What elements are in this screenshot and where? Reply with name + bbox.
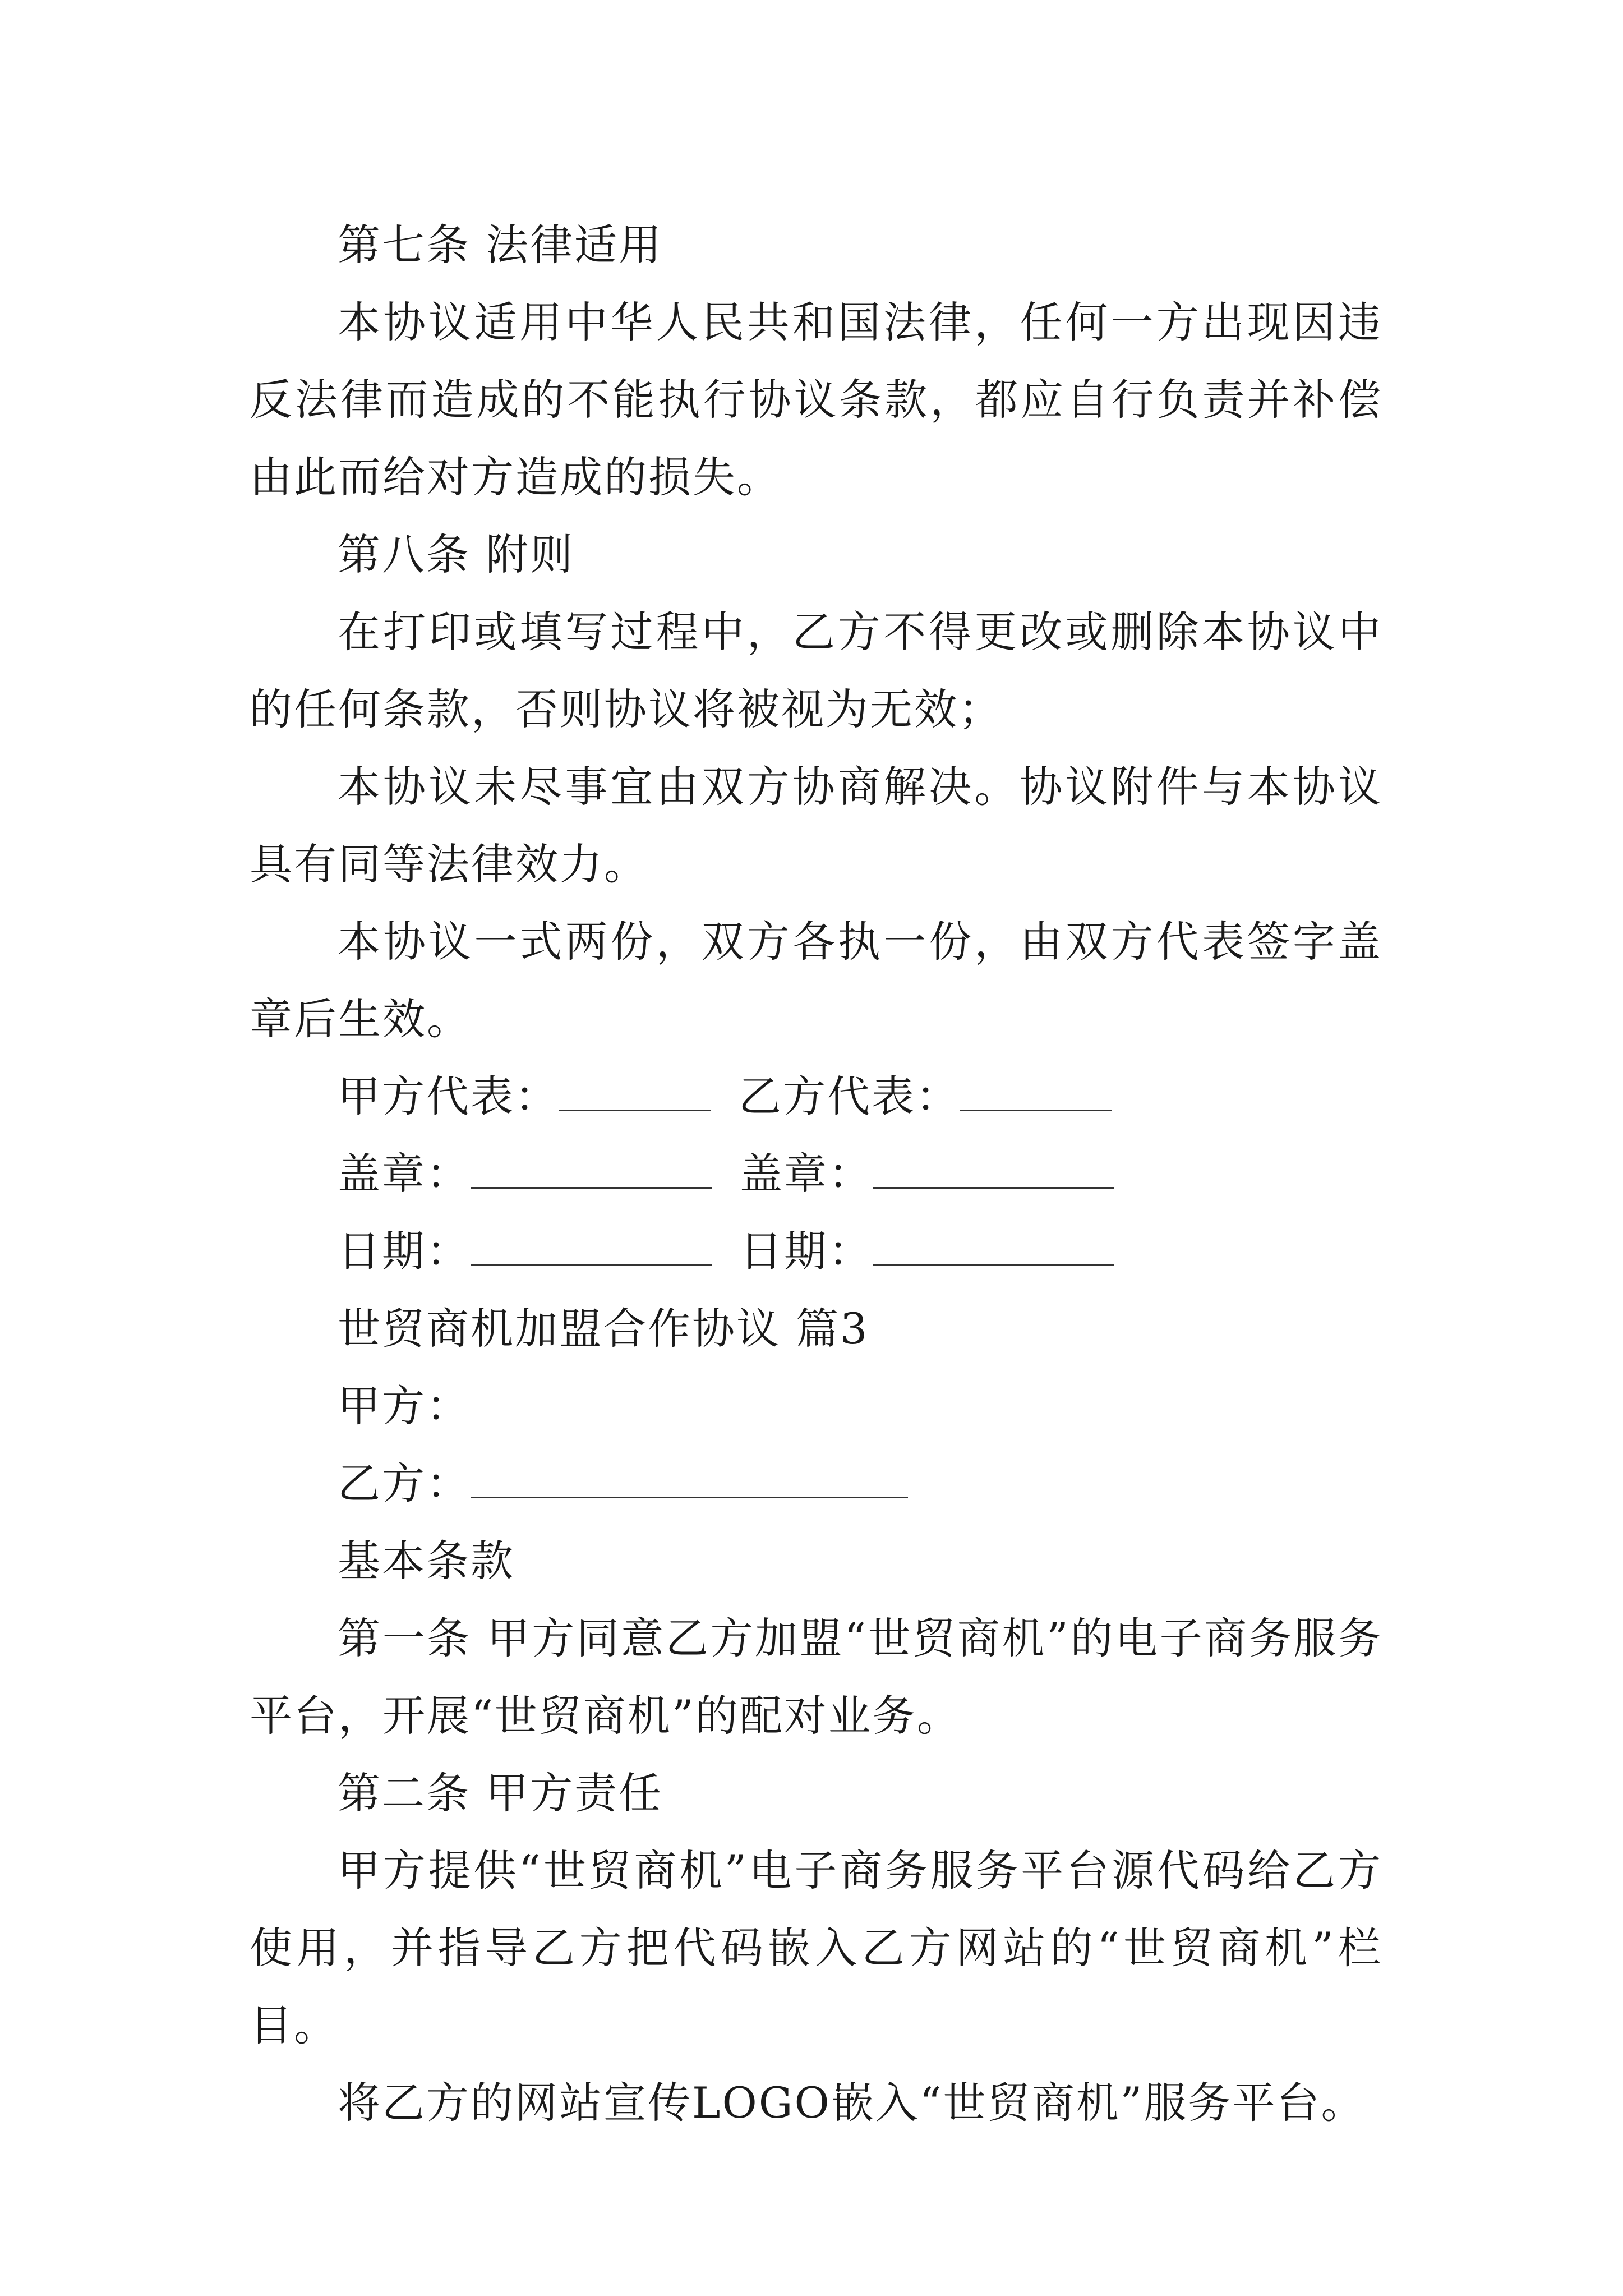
date-b-label: 日期： (740, 1226, 873, 1276)
section-3-article-2-title: 第二条 甲方责任 (338, 1768, 663, 1818)
section-3-party-a (250, 1368, 1382, 1445)
section-3-article-1: 第一条 甲方同意乙方加盟“世贸商机”的电子商务服务平台，开展“世贸商机”的配对业务。 (250, 1613, 1382, 1741)
section-3-party-b-label: 乙方： (338, 1458, 471, 1508)
section-3-article-2-body-2: 将乙方的网站宣传LOGO嵌入“世贸商机”服务平台。 (338, 2078, 1366, 2128)
party-a-rep-label: 甲方代表： (338, 1071, 559, 1121)
signature-seal-line (250, 1135, 1382, 1213)
article-8-body-1: 在打印或填写过程中，乙方不得更改或删除本协议中的任何条款，否则协议将被视为无效； (250, 607, 1382, 734)
article-8-title: 第八条 附则 (338, 530, 575, 579)
party-b-rep-label: 乙方代表： (739, 1071, 960, 1121)
party-a-rep-blank[interactable] (559, 1069, 711, 1111)
section-3-party-b-blank[interactable] (471, 1456, 908, 1498)
date-a-blank[interactable] (471, 1224, 712, 1266)
signature-date-line (250, 1213, 1382, 1290)
section-3-heading: 世贸商机加盟合作协议 篇3 (338, 1304, 869, 1354)
section-3-article-2-body-1: 甲方提供“世贸商机”电子商务服务平台源代码给乙方使用，并指导乙方把代码嵌入乙方网站的“世贸商机”栏目。 (250, 1846, 1382, 2050)
article-7-body: 本协议适用中华人民共和国法律，任何一方出现因违反法律而造成的不能执行协议条款，都应自行负责并补偿由此而给对方造成的损失。 (250, 297, 1382, 502)
date-b-blank[interactable] (873, 1224, 1114, 1266)
date-a-label: 日期： (338, 1226, 471, 1276)
article-7-title: 第七条 法律适用 (338, 220, 663, 270)
article-8-body-2: 本协议未尽事宜由双方协商解决。协议附件与本协议具有同等法律效力。 (250, 762, 1382, 889)
seal-a-blank[interactable] (471, 1147, 712, 1189)
party-b-rep-blank[interactable] (960, 1069, 1112, 1111)
article-8-body-3: 本协议一式两份，双方各执一份，由双方代表签字盖章后生效。 (250, 917, 1382, 1044)
signature-rep-line (250, 1058, 1382, 1135)
section-3-party-a-label: 甲方： (338, 1381, 471, 1431)
seal-a-label: 盖章： (338, 1149, 471, 1199)
seal-b-blank[interactable] (873, 1147, 1114, 1189)
document-body (250, 206, 1382, 2142)
basic-terms-heading: 基本条款 (338, 1536, 515, 1586)
section-3-party-b (250, 1445, 1382, 1522)
seal-b-label: 盖章： (740, 1149, 873, 1199)
